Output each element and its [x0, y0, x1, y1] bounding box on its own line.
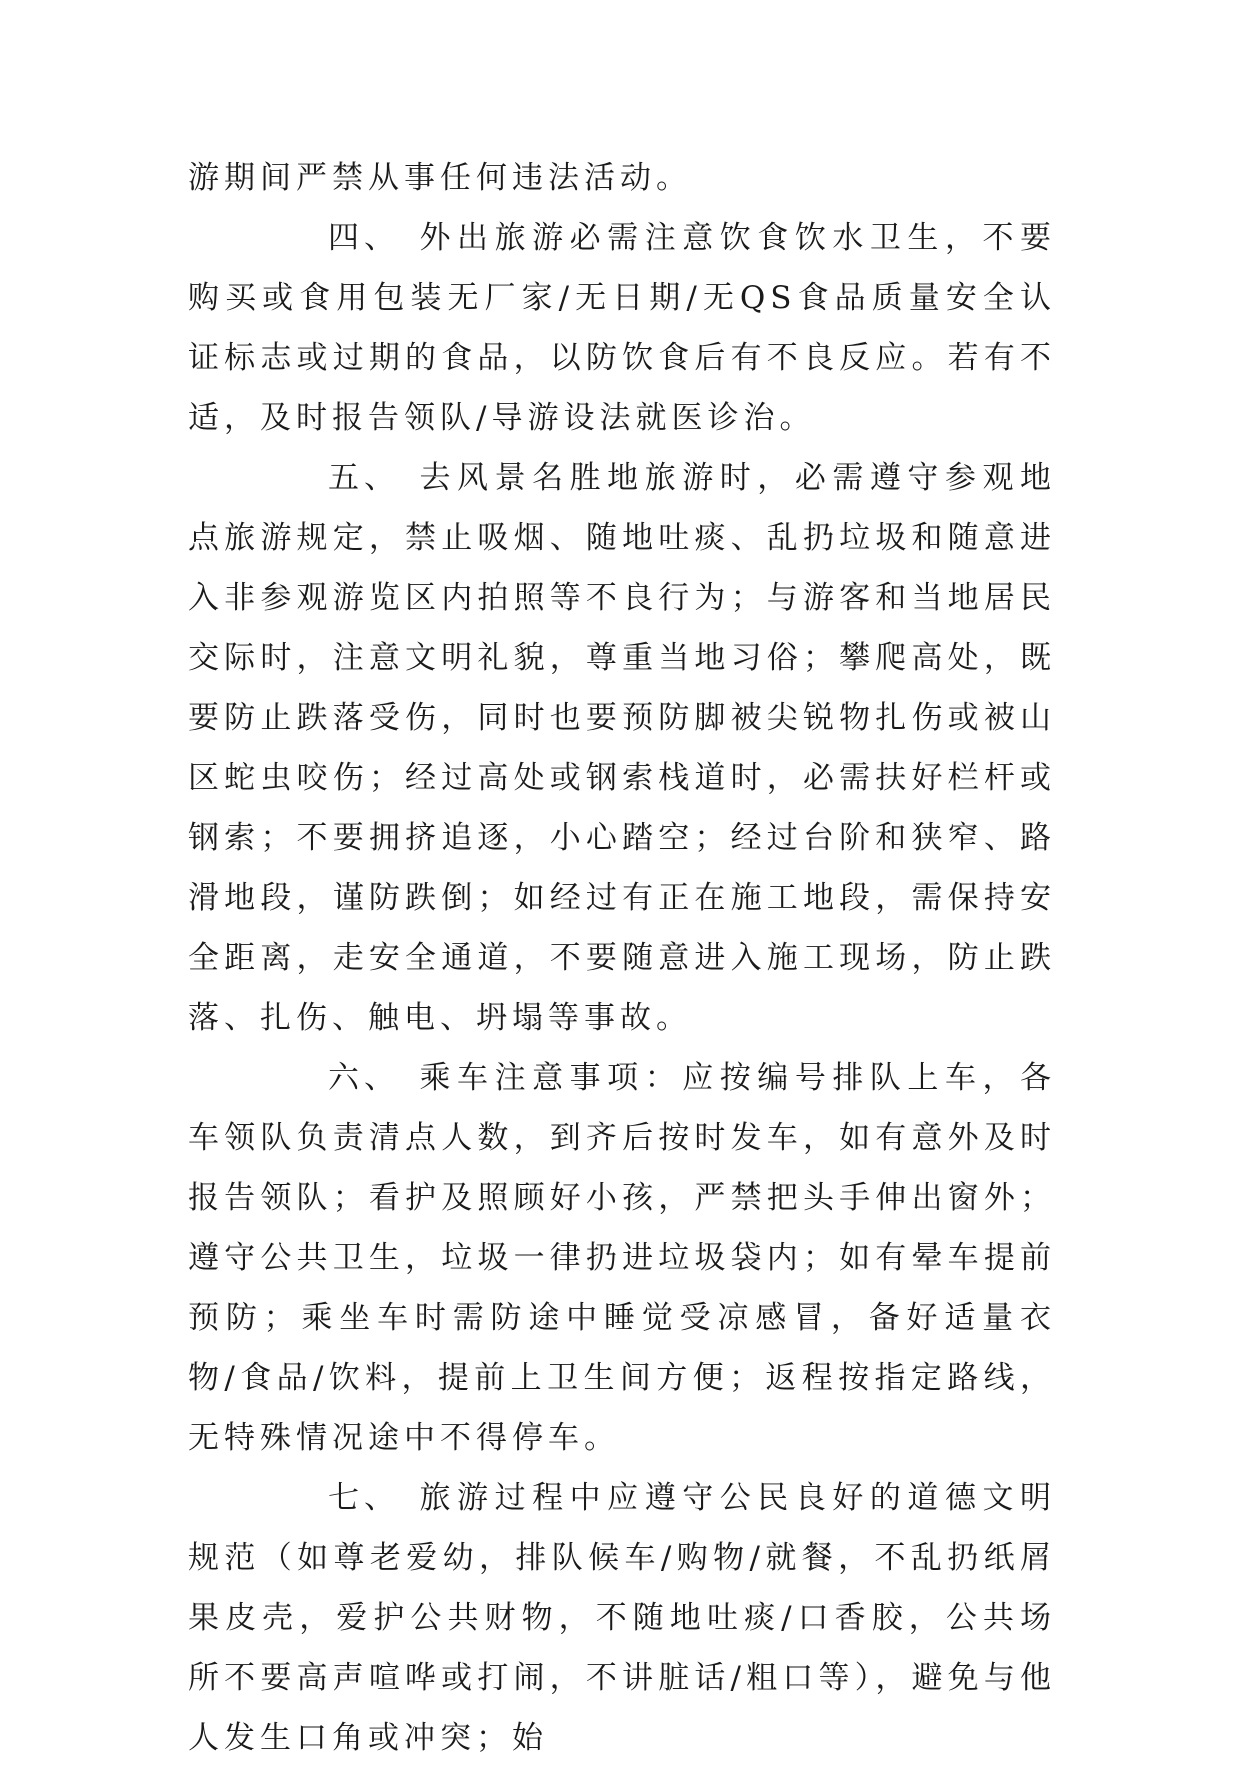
paragraph-item-7: [188, 1468, 1056, 1768]
paragraph-number: 六、: [328, 1060, 400, 1096]
paragraph-text: 游期间严禁从事任何违法活动。: [188, 160, 692, 196]
paragraph-item-6: [188, 1048, 1056, 1468]
paragraph-number: 五、: [328, 460, 400, 496]
paragraph-item-4: [188, 208, 1056, 448]
paragraph-number: 四、: [328, 220, 400, 256]
paragraph-text: 外出旅游必需注意饮食饮水卫生，不要购买或食用包装无厂家/无日期/无QS食品质量安全认证标志或过期的食品，以防饮食后有不良反应。若有不适，及时报告领队/导游设法就医诊治。: [188, 220, 1056, 436]
paragraph-text: 乘车注意事项：应按编号排队上车，各车领队负责清点人数，到齐后按时发车，如有意外及时报告领队；看护及照顾好小孩，严禁把头手伸出窗外；遵守公共卫生，垃圾一律扔进垃圾袋内；如有晕车提前预防；乘坐车时需防途中睡觉受凉感冒，备好适量衣物/食品/饮料，提前上卫生间方便；返程按指定路线，无特殊情况途中不得停车。: [188, 1060, 1056, 1456]
paragraph-number: 七、: [328, 1480, 400, 1516]
paragraph-text: 旅游过程中应遵守公民良好的道德文明规范（如尊老爱幼，排队候车/购物/就餐，不乱扔纸屑果皮壳，爱护公共财物，不随地吐痰/口香胶，公共场所不要高声喧哗或打闹，不讲脏话/粗口等），避免与他人发生口角或冲突；始: [188, 1480, 1056, 1756]
paragraph-text: 去风景名胜地旅游时，必需遵守参观地点旅游规定，禁止吸烟、随地吐痰、乱扔垃圾和随意进入非参观游览区内拍照等不良行为；与游客和当地居民交际时，注意文明礼貌，尊重当地习俗；攀爬高处，既要防止跌落受伤，同时也要预防脚被尖锐物扎伤或被山区蛇虫咬伤；经过高处或钢索栈道时，必需扶好栏杆或钢索；不要拥挤追逐，小心踏空；经过台阶和狭窄、路滑地段，谨防跌倒；如经过有正在施工地段，需保持安全距离，走安全通道，不要随意进入施工现场，防止跌落、扎伤、触电、坍塌等事故。: [188, 460, 1056, 1036]
document-body: [188, 148, 1056, 1768]
paragraph-continuation: [188, 148, 1056, 208]
paragraph-item-5: [188, 448, 1056, 1048]
